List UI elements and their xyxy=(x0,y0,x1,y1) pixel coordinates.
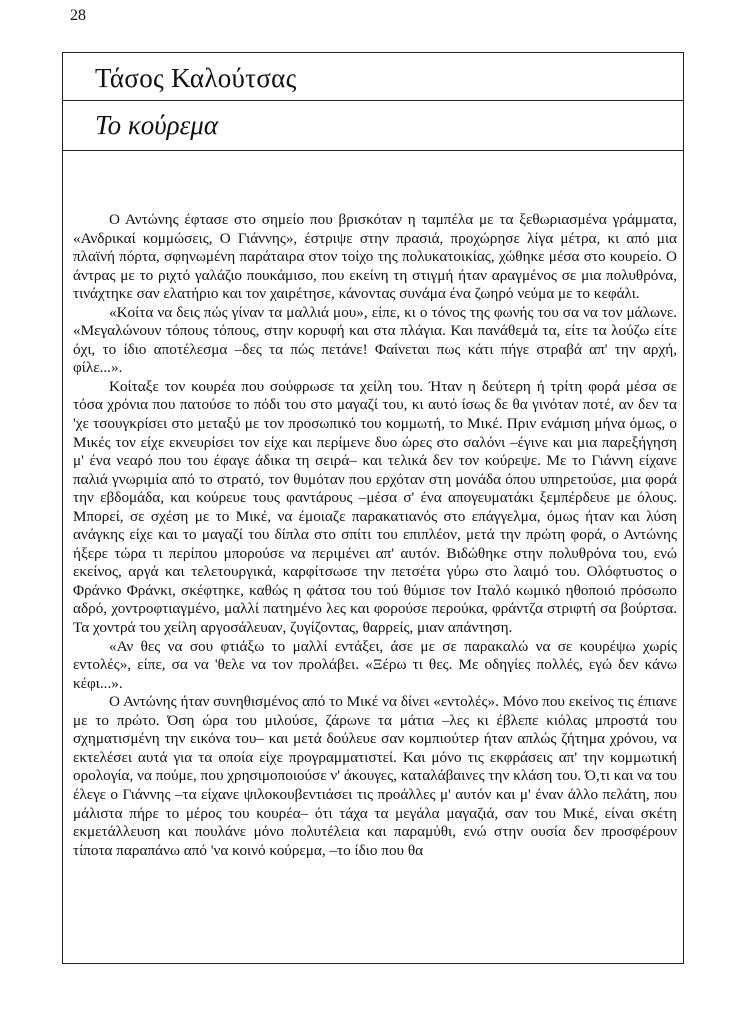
author-row xyxy=(63,53,683,101)
paragraph: Κοίταξε τον κουρέα που σούφρωσε τα χείλη του. Ήταν η δεύτερη ή τρίτη φορά μέσα σε τόσα χρόνια που πατούσε το πόδι του στο μαγαζί του, κι αυτό ίσως δε θα γινόταν ποτέ, αν δεν τα 'χε τσουγκρίσει στο μεταξύ με τον προσωπικό του κομμωτή, το Μικέ. Πριν ενάμιση μήνα όμως, ο Μικές τον είχε εκνευρίσει τον είχε και περίμενε δυο ώρες στο σαλόνι –έγινε και μια παρεξήγηση μ' ένα νεαρό που του έφαγε άδικα τη σειρά– και τελικά δεν τον κούρεψε. Με το Γιάννη είχανε παλιά γνωριμία από το στρατό, τον θυμόταν που ερχόταν στη μονάδα όπου υπηρετούσε, μια φορά την εβδομάδα, και κούρευε τους φαντάρους –μέσα σ' ένα απογευματάκι ξεμπέρδευε με όλους. Μπορεί, σε σχέση με το Μικέ, να έμοιαζε παρακατιανός στο επάγγελμα, όμως ήταν και λύση ανάγκης είχε και το μαγαζί του δίπλα στο σπίτι του επιπλέον, μετά την πρώτη φορά, ο Αντώνης ήξερε τώρα τι περίπου μπορούσε να περιμένει απ' αυτόν. Βιδώθηκε στην πολυθρόνα του, ενώ εκείνος, αργά και τελετουργικά, καρφίτσωσε την πετσέτα γύρω στο λαιμό του. Ολόφτυστος ο Φράνκο Φράνκι, σκέφτηκε, καθώς η φάτσα του τού θύμισε τον Ιταλό κωμικό ηθοποιό πρόσωπο αδρό, χοντροφτιαγμένο, μαλλί πατημένο λες και φορούσε περούκα, φράντζα στριφτή σα βούρτσα. Τα χοντρά του χείλη αργοσάλευαν, ζυγίζοντας, θαρρείς, μιαν απάντηση. xyxy=(73,377,677,637)
title-row xyxy=(63,101,683,151)
article-frame xyxy=(62,52,684,964)
paragraph: «Κοίτα να δεις πώς γίναν τα μαλλιά μου», είπε, κι ο τόνος της φωνής του σα να τον μάλωνε. «Μεγαλώνουν τόπους τόπους, στην κορυφή και στα πλάγια. Και πανάθεμά τα, είτε τα λούζω είτε όχι, το ίδιο αποτέλεσμα –δες τα πώς πετάνε! Φαίνεται πως κάτι πήγε στραβά απ' την αρχή, φίλε...». xyxy=(73,303,677,377)
author-name: Τάσος Καλούτσας xyxy=(95,63,297,93)
paragraph: Ο Αντώνης ήταν συνηθισμένος από το Μικέ να δίνει «εντολές». Μόνο που εκείνος τις έπιανε με το πρώτο. Όση ώρα του μιλούσε, ζάρωνε τα μάτια –λες κι έβλεπε κιόλας μπροστά του σχηματισμένη την εικόνα του– και μετά δούλευε σαν κομπιούτερ ήταν απλώς ζήτημα χρόνου, να εκτελέσει αυτά για τα οποία είχε προγραμματιστεί. Και μόνο τις εκφράσεις απ' την κομμωτική ορολογία, να πούμε, που χρησιμοποιούσε ν' άκουγες, καταλάβαινες την κλάση του. Ό,τι και να του έλεγε ο Γιάννης –τα είχανε ψιλοκουβεντιάσει τις προάλλες μ' αυτόν και μ' έναν άλλο πελάτη, που μάλιστα πήρε το μέρος του κουρέα– ότι τάχα τα μεγάλα μαγαζιά, σαν του Μικέ, είναι σκέτη εκμετάλλευση και πουλάνε μόνο πολυτέλεια και παραμύθι, ενώ στην ουσία δεν προσφέρουν τίποτα παραπάνω από 'να κοινό κούρεμα, –το ίδιο που θα xyxy=(73,693,677,859)
story-body xyxy=(73,211,677,860)
paragraph: Ο Αντώνης έφτασε στο σημείο που βρισκόταν η ταμπέλα με τα ξεθωριασμένα γράμματα, «Ανδρικαί κομμώσεις, Ο Γιάννης», έστριψε στην πρασιά, προχώρησε λίγα μέτρα, κι από μια πλαϊνή πόρτα, σφηνωμένη παράταιρα στον τοίχο της πολυκατοικίας, χώθηκε μέσα στο κουρείο. Ο άντρας με το ριχτό γαλάζιο πουκάμισο, που εκείνη τη στιγμή ήταν αραγμένος σε μια πολυθρόνα, τινάχτηκε σαν ελατήριο και τον χαιρέτησε, κάνοντας συνάμα ένα ζωηρό νεύμα με το κεφάλι. xyxy=(73,211,677,303)
page-number: 28 xyxy=(70,7,86,24)
paragraph: «Αν θες να σου φτιάξω το μαλλί εντάξει, άσε με σε παρακαλώ να σε κουρέψω χωρίς εντολές», είπε, σα να 'θελε να τον προλάβει. «Ξέρω τι θες. Με οδηγίες πολλές, εγώ δεν κάνω κέφι...». xyxy=(73,637,677,692)
story-title: Το κούρεμα xyxy=(95,110,218,140)
